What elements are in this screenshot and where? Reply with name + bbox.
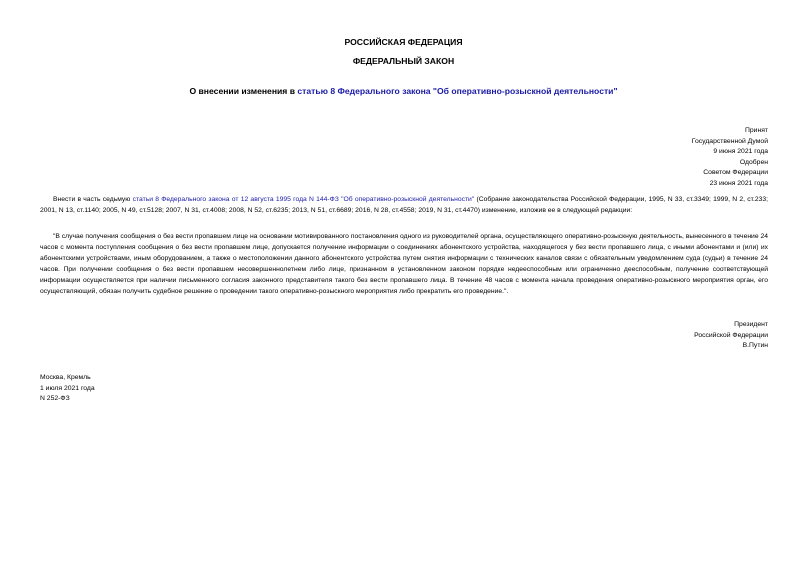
footer-place: Москва, Кремль bbox=[40, 374, 91, 381]
adoption-duma-date: 9 июня 2021 года bbox=[713, 148, 768, 156]
footer-number: N 252-ФЗ bbox=[40, 395, 70, 403]
adoption-block bbox=[692, 126, 768, 190]
law-reference-link[interactable]: статьи 8 Федерального закона от 12 августа 1995 года N 144-ФЗ "Об оперативно-розыскной деятельности" bbox=[132, 196, 475, 203]
law-type-heading: ФЕДЕРАЛЬНЫЙ ЗАКОН bbox=[352, 56, 455, 66]
country-heading: РОССИЙСКАЯ ФЕДЕРАЦИЯ bbox=[344, 37, 463, 47]
adoption-council-date: 23 июня 2021 года bbox=[709, 179, 768, 187]
adoption-accepted: Принят bbox=[744, 127, 768, 134]
law-title bbox=[0, 86, 807, 97]
adoption-approved: Одобрен bbox=[739, 158, 768, 166]
signature-position: Президент bbox=[734, 321, 768, 328]
footer-date: 1 июля 2021 года bbox=[40, 384, 95, 392]
intro-paragraph bbox=[40, 195, 768, 217]
amendment-quote: "В случае получения сообщения о без вести пропавшем лице на основании мотивированного постановления одного из руководителей органа, осуществляющего оперативно-розыскную деятельность, вынесенного в течение 24 часов с момента поступления сообщения о без вести пропавшем лице, допускается получение информации о соединениях абонентского устройства, находящегося у без вести пропавшего лица, с иными абонентами и (или) их абонентскими устройствами, иным оборудованием, а также о местоположении данного абонентского устройства путем снятия информации с технических каналов связи с обязательным уведомлением суда (судьи) в течение 24 часов. При получении сообщения о без вести пропавшем несовершеннолетнем либо лице, признанном в установленном законом порядке недееспособным или ограниченно дееспособным, получение соответствующей информации осуществляется при наличии письменного согласия законного представителя такого без вести пропавшего лица. В течение 48 часов с момента начала проведения оперативно-розыскного мероприятия орган, его осуществляющий, обязан получить судебное решение о проведении такого оперативно-розыскного мероприятия либо прекратить его проведение.". bbox=[40, 233, 768, 295]
law-title-prefix: О внесении изменения в bbox=[189, 86, 298, 96]
adoption-by-council: Советом Федерации bbox=[703, 169, 768, 177]
signature-country: Российской Федерации bbox=[694, 331, 768, 339]
intro-prefix: Внести в часть седьмую bbox=[53, 196, 133, 203]
adoption-by-duma: Государственной Думой bbox=[691, 137, 768, 145]
intro-suffix: (Собрание законодательства Российской Федерации, 1995, N 33, ст.3349; 1999, N 2, ст.233; 2001, N 13, ст.1140; 2005, N 49, ст.5128; 2007, N 31, ст.4008; 2008, N 52, ст.6235; 2013, N 51, ст.6689; 2016, N 28, ст.4558; 2019, N 31, ст.4470) изменение, изложив ее в следующей редакции: bbox=[40, 196, 768, 214]
signature-block bbox=[694, 320, 768, 352]
signature-name: В.Путин bbox=[742, 342, 768, 350]
law-title-link[interactable]: статью 8 Федерального закона "Об оперативно-розыскной деятельности" bbox=[297, 86, 618, 96]
footer-block bbox=[40, 373, 95, 405]
